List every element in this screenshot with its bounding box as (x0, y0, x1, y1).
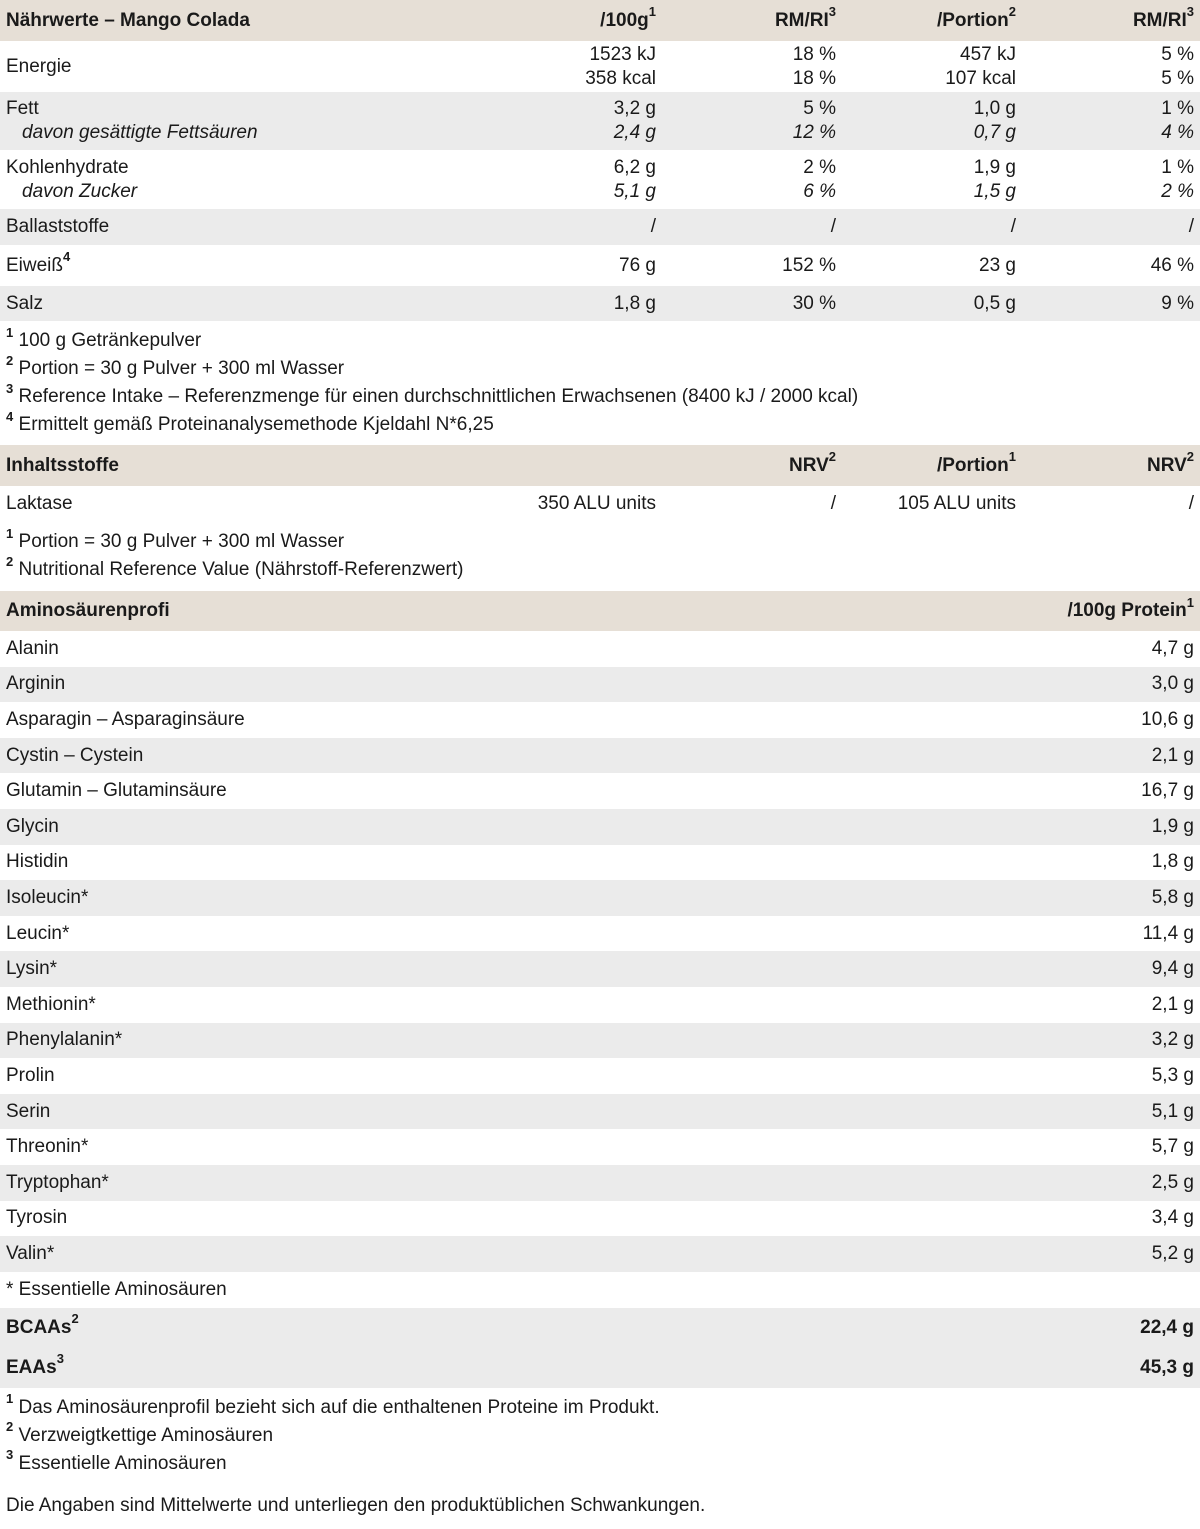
table-row (0, 773, 1200, 809)
value-cell: / (1188, 492, 1194, 514)
row-label: Serin (6, 1100, 51, 1122)
col-rm-ri-portion: $RM/RI^3$ (1132, 4, 1194, 31)
value-cell: 152 % (782, 254, 836, 276)
value-cell: 1 % 4 % (1161, 98, 1194, 143)
row-label: Threonin* (6, 1136, 89, 1158)
value-cell: / (830, 492, 836, 514)
value-cell: 9 % (1161, 292, 1194, 314)
value-cell: 9,4 g (1151, 958, 1194, 980)
value-cell: 5,2 g (1151, 1242, 1194, 1264)
row-label: Leucin* (6, 922, 70, 944)
col-empty (480, 445, 662, 486)
row-label: Methionin* (6, 993, 96, 1015)
value-cell: 3,2 g (1151, 1029, 1194, 1051)
value-cell: 23 g (979, 254, 1016, 276)
value-cell: 10,6 g (1141, 708, 1194, 730)
value-cell: 2,5 g (1151, 1171, 1194, 1193)
col-nrv-portion: NRV$^2$ (1146, 449, 1194, 476)
table-row (0, 1023, 1200, 1059)
row-label: Histidin (6, 851, 69, 873)
row-label: Arginin (6, 673, 66, 695)
col-per-100g-protein: /100g Protein$^1$ (1067, 594, 1194, 621)
value-cell: 5,3 g (1151, 1064, 1194, 1086)
value-cell: 457 kJ 107 kcal (945, 43, 1016, 89)
value-cell: 1,8 g (1151, 851, 1194, 873)
table-row (0, 150, 1200, 209)
col-rm-ri: $RM/RI^3$ (774, 4, 836, 31)
aminosaeuren-footnotes (0, 1388, 1200, 1484)
naehrwerte-footnotes (0, 321, 1200, 445)
inhaltsstoffe-header-row (0, 445, 1200, 486)
value-cell: / (1010, 216, 1016, 237)
aminosaeuren-summary-table (0, 1308, 1200, 1388)
row-label: Glycin (6, 815, 59, 837)
footnote: $^1$ Portion = 30 g Pulver + 300 ml Wasser (6, 525, 345, 552)
row-label: Fett davon gesättigte Fettsäuren (6, 98, 258, 143)
table-row (0, 1236, 1200, 1272)
table-row (0, 245, 1200, 286)
naehrwerte-header-row (0, 0, 1200, 41)
row-label: Kohlenhydrate davon Zucker (6, 156, 138, 202)
value-cell: 11,4 g (1142, 922, 1194, 944)
row-label: Tyrosin (6, 1207, 68, 1229)
table-row (0, 1094, 1200, 1130)
value-cell: 1523 kJ 358 kcal (585, 43, 656, 89)
value-cell: 0,5 g (973, 292, 1016, 314)
value-cell: / (650, 216, 656, 237)
row-label: Phenylalanin* (6, 1029, 123, 1051)
naehrwerte-table (0, 0, 1200, 321)
value-cell: 350 ALU units (537, 492, 656, 514)
row-label: Tryptophan* (6, 1171, 109, 1193)
value-cell: 46 % (1150, 254, 1194, 276)
table-row (0, 987, 1200, 1023)
table-row (0, 809, 1200, 845)
footnote: $^2$ Nutritional Reference Value (Nährstoff-Referenzwert) (6, 553, 464, 580)
footnote: $^3$ Reference Intake – Referenzmenge für einen durchschnittlichen Erwachsenen (8400 kJ / 2000 kcal) (6, 380, 859, 407)
table-row (0, 738, 1200, 774)
value-cell: 1,9 g 1,5 g (973, 156, 1016, 202)
table-row (0, 92, 1200, 150)
value-cell: / (1188, 216, 1194, 237)
value-cell: 2,1 g (1151, 993, 1194, 1015)
row-label: Lysin* (6, 958, 58, 980)
row-label: Valin* (6, 1242, 55, 1264)
table-row (0, 667, 1200, 703)
row-label: EAAs$^3$ (6, 1351, 64, 1378)
value-cell: 5 % 5 % (1161, 43, 1194, 89)
col-per-100g: $/100g^1$ (600, 4, 656, 31)
aminosaeuren-header-row (0, 591, 1200, 631)
table-row (0, 41, 1200, 92)
col-nrv: NRV$^2$ (788, 449, 836, 476)
value-cell: 5,1 g (1151, 1100, 1194, 1122)
value-cell: 3,4 g (1151, 1207, 1194, 1229)
value-cell: 1 % 2 % (1161, 156, 1194, 202)
value-cell: 6,2 g 5,1 g (613, 156, 656, 202)
table-row (0, 286, 1200, 321)
inhaltsstoffe-table (0, 445, 1200, 521)
row-label: Asparagin – Asparaginsäure (6, 708, 245, 730)
table-row (0, 1129, 1200, 1165)
table-row (0, 880, 1200, 916)
value-cell: 1,9 g (1151, 815, 1194, 837)
row-label: Isoleucin* (6, 886, 89, 908)
value-cell: 22,4 g (1140, 1316, 1194, 1338)
footnote: $^2$ Portion = 30 g Pulver + 300 ml Wasser (6, 352, 345, 379)
col-per-portion: /Portion$^1$ (936, 449, 1016, 476)
essential-note: * Essentielle Aminosäuren (6, 1278, 227, 1300)
table-row (0, 209, 1200, 245)
row-label: Glutamin – Glutaminsäure (6, 780, 227, 802)
value-cell: 16,7 g (1141, 780, 1194, 802)
footnote: $^4$ Ermittelt gemäß Proteinanalysemethode Kjeldahl N*6,25 (6, 408, 494, 435)
row-label: BCAAs$^2$ (6, 1311, 79, 1338)
value-cell: / (830, 216, 836, 237)
table-row (0, 916, 1200, 952)
row-label: Energie (6, 55, 72, 77)
value-cell: 45,3 g (1140, 1356, 1194, 1378)
value-cell: 2,1 g (1151, 744, 1194, 766)
table-row (0, 845, 1200, 881)
table-row (0, 951, 1200, 987)
table-row (0, 486, 1200, 521)
row-label: Laktase (6, 492, 73, 514)
final-note: Die Angaben sind Mittelwerte und unterliegen den produktüblichen Schwankungen. (6, 1494, 706, 1516)
table-row (0, 631, 1200, 667)
aminosaeuren-table (0, 591, 1200, 1272)
footnote: $^2$ Verzweigtkettige Aminosäuren (6, 1419, 274, 1446)
table-row (0, 1058, 1200, 1094)
row-label: Eiweiß$^4$ (6, 249, 71, 276)
value-cell: 18 % 18 % (792, 43, 836, 89)
table-row (0, 702, 1200, 738)
value-cell: 76 g (619, 254, 656, 276)
aminosaeuren-rows (0, 631, 1200, 1272)
value-cell: 2 % 6 % (803, 156, 836, 202)
inhaltsstoffe-footnotes (0, 521, 1200, 591)
row-label: Cystin – Cystein (6, 744, 144, 766)
value-cell: 1,8 g (613, 292, 656, 314)
value-cell: 3,0 g (1151, 673, 1194, 695)
footnote: $^1$ 100 g Getränkepulver (6, 324, 202, 351)
row-label: Salz (6, 292, 43, 314)
value-cell: 3,2 g 2,4 g (613, 98, 656, 143)
row-label: Prolin (6, 1064, 55, 1086)
value-cell: 5 % 12 % (792, 98, 836, 143)
table-row (0, 1165, 1200, 1201)
value-cell: 1,0 g 0,7 g (973, 98, 1016, 143)
table-row (0, 1348, 1200, 1388)
value-cell: 30 % (792, 292, 836, 314)
row-label: Ballaststoffe (6, 216, 110, 237)
inhaltsstoffe-title: Inhaltsstoffe (6, 454, 119, 476)
footnote: $^3$ Essentielle Aminosäuren (6, 1447, 227, 1474)
footnote: $^1$ Das Aminosäurenprofil bezieht sich auf die enthaltenen Proteine im Produkt. (6, 1391, 660, 1418)
col-per-portion: /Portion$^2$ (936, 4, 1016, 31)
table-row (0, 1201, 1200, 1237)
row-label: Alanin (6, 637, 59, 659)
value-cell: 5,8 g (1151, 886, 1194, 908)
value-cell: 105 ALU units (897, 492, 1016, 514)
aminosaeuren-title: Aminosäurenprofi (6, 600, 170, 621)
value-cell: 5,7 g (1151, 1136, 1194, 1158)
table-row (0, 1308, 1200, 1348)
value-cell: 4,7 g (1151, 637, 1194, 659)
naehrwerte-title: Nährwerte – Mango Colada (6, 9, 250, 31)
